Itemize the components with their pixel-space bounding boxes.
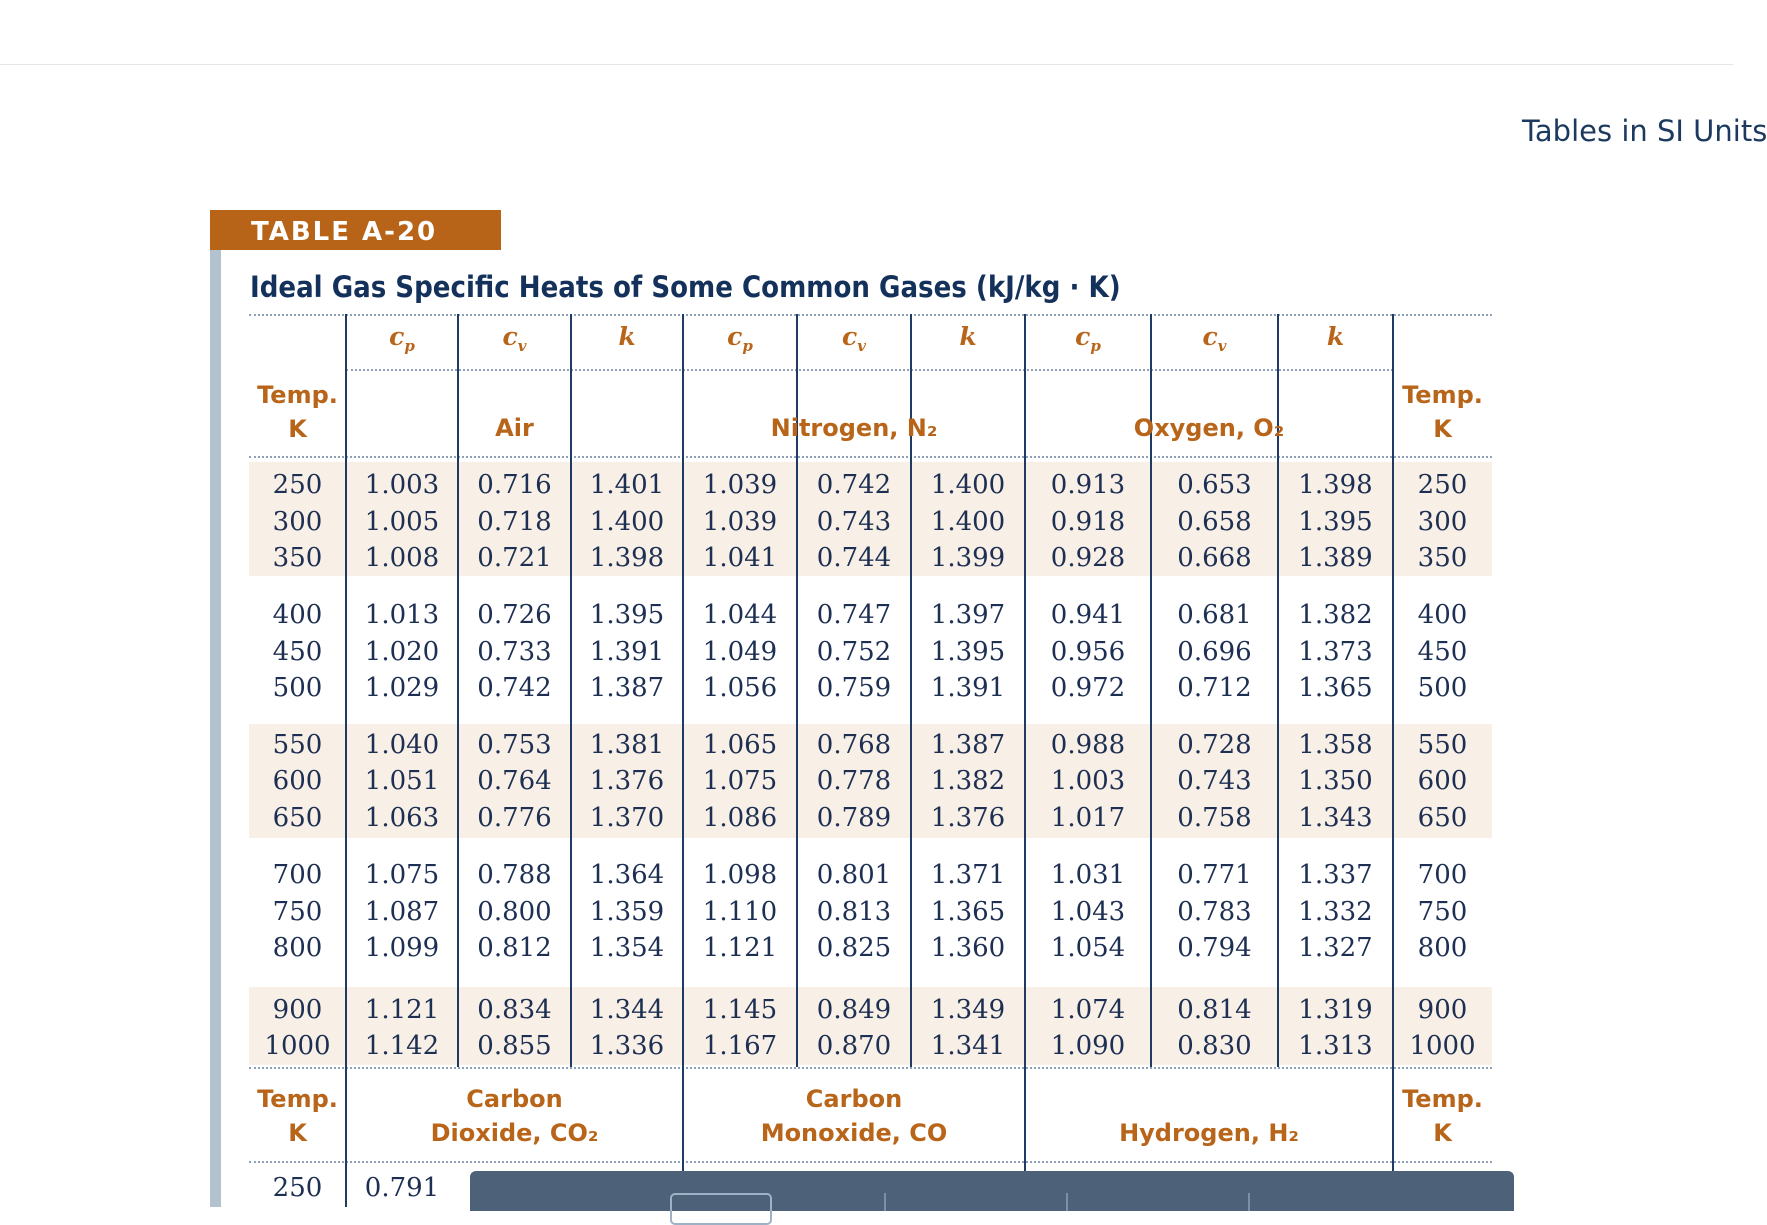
value-cell: 1.319 [1298,995,1373,1025]
symbol-text: c [502,322,518,351]
value-cell: 1.063 [364,803,440,833]
value-cell: 1.110 [702,897,778,927]
value-cell: 0.742 [816,470,892,500]
temp-cell: 450 [272,637,323,667]
value-cell: 0.812 [477,933,552,963]
value-cell: 1.382 [930,766,1006,796]
value-cell: 1.044 [702,600,778,630]
temp-cell: 750 [272,897,323,927]
value-cell: 1.376 [930,803,1006,833]
value-cell: 1.008 [364,543,440,573]
value-cell: 1.003 [364,470,440,500]
temp-cell: 600 [1417,766,1468,796]
symbol-subscript: p [1090,337,1101,355]
value-cell: 1.395 [1298,507,1373,537]
value-cell: 1.395 [589,600,665,630]
gas-header: Carbon Dioxide, CO₂ [430,1085,599,1147]
dotted-rule [249,1067,1492,1069]
value-cell: 1.013 [364,600,440,630]
value-cell: 1.121 [702,933,778,963]
value-cell: 1.074 [1050,995,1126,1025]
temp-cell: 550 [1417,730,1468,760]
value-cell: 0.972 [1050,673,1126,703]
value-cell: 0.743 [1177,766,1252,796]
table-title: Ideal Gas Specific Heats of Some Common Gases (kJ/kg · K) [250,270,1121,304]
value-cell: 0.653 [1177,470,1252,500]
value-cell: 1.360 [930,933,1006,963]
value-cell: 0.825 [816,933,892,963]
value-cell: 0.800 [477,897,552,927]
value-cell: 0.768 [816,730,892,760]
value-cell: 1.364 [589,860,665,890]
value-cell: 1.341 [930,1031,1006,1061]
value-cell: 0.712 [1177,673,1252,703]
temp-cell: 1000 [1409,1031,1476,1061]
value-cell: 1.051 [364,766,440,796]
value-cell: 0.813 [816,897,892,927]
symbol-text: c [389,322,405,351]
symbol-subscript: v [517,337,527,355]
temp-header-right: Temp. K [1402,381,1483,443]
value-cell: 1.400 [930,507,1006,537]
value-cell: 0.783 [1177,897,1252,927]
gas-header: Hydrogen, H₂ [1119,1119,1299,1147]
running-head: Tables in SI Units [1522,114,1767,148]
temp-cell: 1000 [264,1031,331,1061]
symbol-subscript: v [857,337,866,355]
value-cell: 1.397 [930,600,1006,630]
value-cell: 1.337 [1298,860,1373,890]
value-cell: 1.381 [589,730,665,760]
value-cell: 1.041 [702,543,778,573]
value-cell: 1.075 [364,860,440,890]
value-cell: 1.389 [1298,543,1373,573]
gas-header: Oxygen, O₂ [1133,414,1285,442]
value-cell: 0.789 [816,803,892,833]
value-cell: 1.336 [589,1031,665,1061]
value-cell: 0.759 [816,673,892,703]
value-cell: 1.031 [1050,860,1126,890]
value-cell: 0.834 [477,995,552,1025]
symbol-text: c [842,322,858,351]
value-cell: 1.398 [1298,470,1373,500]
value-cell: 1.167 [702,1031,778,1061]
value-cell: 1.387 [930,730,1006,760]
value-cell: 1.365 [1298,673,1373,703]
value-cell: 1.344 [589,995,665,1025]
temp-cell: 300 [1417,507,1468,537]
value-cell: 1.017 [1050,803,1126,833]
value-cell: 1.043 [1050,897,1126,927]
gas-header: Carbon Monoxide, CO [760,1085,948,1147]
temp-cell: 350 [1417,543,1468,573]
symbol-text: k [1326,322,1345,351]
symbol-text: c [1202,322,1218,351]
top-bar [0,0,1733,65]
temp-cell: 900 [1417,995,1468,1025]
value-cell: 0.956 [1050,637,1126,667]
value-cell: 1.003 [1050,766,1126,796]
toolbar-button[interactable] [670,1193,772,1225]
temp-cell: 900 [272,995,323,1025]
value-cell: 1.121 [364,995,440,1025]
temp-cell: 250 [1417,470,1468,500]
value-cell: 1.399 [930,543,1006,573]
value-cell: 0.791 [364,1173,440,1203]
temp-cell: 800 [1417,933,1468,963]
value-cell: 0.752 [816,637,892,667]
temp-cell: 450 [1417,637,1468,667]
value-cell: 0.814 [1177,995,1252,1025]
viewer-toolbar[interactable] [470,1171,1514,1211]
value-cell: 0.776 [477,803,552,833]
value-cell: 1.387 [589,673,665,703]
value-cell: 1.365 [930,897,1006,927]
value-cell: 0.744 [816,543,892,573]
value-cell: 0.758 [1177,803,1252,833]
temp-cell: 250 [272,1173,323,1203]
value-cell: 1.382 [1298,600,1373,630]
gas-header: Air [495,414,534,442]
value-cell: 1.398 [589,543,665,573]
value-cell: 1.142 [364,1031,440,1061]
value-cell: 0.726 [477,600,552,630]
temp-cell: 500 [272,673,323,703]
value-cell: 1.376 [589,766,665,796]
value-cell: 1.049 [702,637,778,667]
toolbar-separator [1248,1193,1250,1211]
value-cell: 1.373 [1298,637,1373,667]
symbol-cv [458,322,571,355]
value-cell: 1.358 [1298,730,1373,760]
value-cell: 0.718 [477,507,552,537]
value-cell: 1.343 [1298,803,1373,833]
symbol-k [571,322,683,351]
value-cell: 0.988 [1050,730,1126,760]
value-cell: 1.029 [364,673,440,703]
value-cell: 1.020 [364,637,440,667]
value-cell: 1.313 [1298,1031,1373,1061]
value-cell: 1.395 [930,637,1006,667]
value-cell: 0.794 [1177,933,1252,963]
value-cell: 1.400 [589,507,665,537]
temp-cell: 350 [272,543,323,573]
table-label: TABLE A-20 [210,210,501,250]
value-cell: 1.145 [702,995,778,1025]
toolbar-separator [1066,1193,1068,1211]
temp-header-left: Temp. K [257,381,338,443]
symbol-subscript: v [1217,337,1227,355]
value-cell: 0.696 [1177,637,1252,667]
value-cell: 1.086 [702,803,778,833]
symbol-text: k [959,322,977,351]
value-cell: 1.087 [364,897,440,927]
value-cell: 0.764 [477,766,552,796]
temp-cell: 650 [1417,803,1468,833]
value-cell: 1.040 [364,730,440,760]
value-cell: 1.391 [589,637,665,667]
temp-header-left: Temp. K [257,1085,338,1147]
value-cell: 0.870 [816,1031,892,1061]
temp-cell: 800 [272,933,323,963]
value-cell: 1.054 [1050,933,1126,963]
value-cell: 1.099 [364,933,440,963]
value-cell: 0.918 [1050,507,1126,537]
value-cell: 1.327 [1298,933,1373,963]
dotted-rule [346,369,1393,371]
value-cell: 0.941 [1050,600,1126,630]
temp-header-right: Temp. K [1402,1085,1483,1147]
value-cell: 0.801 [816,860,892,890]
symbol-text: c [727,322,743,351]
symbol-subscript: p [742,337,753,355]
value-cell: 0.849 [816,995,892,1025]
dotted-rule [249,456,1492,458]
value-cell: 1.075 [702,766,778,796]
toolbar-separator [884,1193,886,1211]
temp-cell: 700 [1417,860,1468,890]
value-cell: 0.913 [1050,470,1126,500]
value-cell: 0.733 [477,637,552,667]
value-cell: 0.721 [477,543,552,573]
value-cell: 1.370 [589,803,665,833]
value-cell: 0.771 [1177,860,1252,890]
symbol-cp [683,322,797,355]
value-cell: 1.400 [930,470,1006,500]
value-cell: 1.090 [1050,1031,1126,1061]
value-cell: 0.747 [816,600,892,630]
value-cell: 0.788 [477,860,552,890]
temp-cell: 400 [1417,600,1468,630]
temp-cell: 400 [272,600,323,630]
symbol-cv [1151,322,1278,355]
value-cell: 1.354 [589,933,665,963]
left-rule [210,250,221,1207]
value-cell: 1.056 [702,673,778,703]
value-cell: 1.039 [702,470,778,500]
value-cell: 1.332 [1298,897,1373,927]
temp-cell: 500 [1417,673,1468,703]
value-cell: 0.743 [816,507,892,537]
temp-cell: 300 [272,507,323,537]
temp-cell: 700 [272,860,323,890]
symbol-cv [797,322,911,355]
dotted-rule [249,1161,1492,1163]
symbol-cp [1025,322,1151,355]
temp-cell: 650 [272,803,323,833]
value-cell: 0.681 [1177,600,1252,630]
value-cell: 0.742 [477,673,552,703]
symbol-text: k [618,322,636,351]
value-cell: 1.359 [589,897,665,927]
gas-header: Nitrogen, N₂ [770,414,938,442]
value-cell: 0.658 [1177,507,1252,537]
value-cell: 0.830 [1177,1031,1252,1061]
value-cell: 0.668 [1177,543,1252,573]
value-cell: 1.005 [364,507,440,537]
value-cell: 1.039 [702,507,778,537]
dotted-rule [249,314,1492,316]
value-cell: 1.349 [930,995,1006,1025]
value-cell: 0.753 [477,730,552,760]
symbol-k [1278,322,1393,351]
value-cell: 0.855 [477,1031,552,1061]
symbol-text: c [1075,322,1091,351]
symbol-subscript: p [404,337,415,355]
value-cell: 1.391 [930,673,1006,703]
temp-cell: 550 [272,730,323,760]
temp-cell: 250 [272,470,323,500]
value-cell: 1.098 [702,860,778,890]
value-cell: 1.401 [589,470,665,500]
value-cell: 0.928 [1050,543,1126,573]
value-cell: 1.065 [702,730,778,760]
temp-cell: 750 [1417,897,1468,927]
temp-cell: 600 [272,766,323,796]
value-cell: 1.350 [1298,766,1373,796]
value-cell: 0.728 [1177,730,1252,760]
symbol-cp [346,322,458,355]
value-cell: 0.716 [477,470,552,500]
symbol-k [911,322,1025,351]
value-cell: 1.371 [930,860,1006,890]
value-cell: 0.778 [816,766,892,796]
